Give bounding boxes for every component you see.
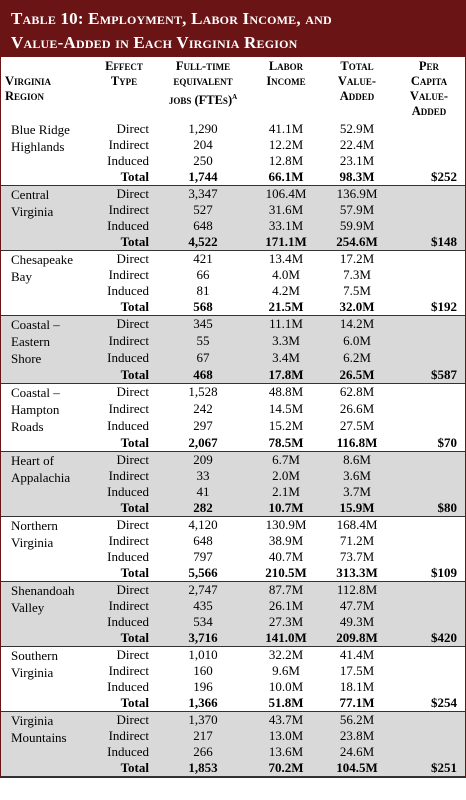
region-name-spacer [1, 367, 93, 384]
per-capita-cell: $252 [393, 169, 465, 186]
fte-cell: 81 [155, 283, 251, 299]
labor-income-cell: 10.7M [251, 500, 321, 517]
fte-cell: 1,290 [155, 121, 251, 137]
effect-type-cell: Total [93, 169, 155, 186]
region-name-spacer [1, 169, 93, 186]
header-labor-income: Labor Income [266, 59, 306, 88]
region-group [1, 121, 465, 186]
effect-type-cell: Direct [93, 384, 155, 402]
effect-type-cell: Total [93, 695, 155, 712]
labor-income-cell: 6.7M [251, 452, 321, 469]
labor-income-cell: 10.0M [251, 679, 321, 695]
table-row [1, 234, 465, 251]
table-row [1, 712, 465, 729]
region-group [1, 316, 465, 384]
labor-income-cell: 12.8M [251, 153, 321, 169]
region-name-spacer [1, 500, 93, 517]
value-added-cell: 62.8M [321, 384, 393, 402]
fte-cell: 297 [155, 418, 251, 435]
labor-income-cell: 87.7M [251, 582, 321, 599]
per-capita-cell [393, 283, 465, 299]
labor-income-cell: 210.5M [251, 565, 321, 582]
per-capita-cell [393, 384, 465, 402]
labor-income-cell: 17.8M [251, 367, 321, 384]
fte-cell: 345 [155, 316, 251, 334]
effect-type-cell: Direct [93, 452, 155, 469]
value-added-cell: 8.6M [321, 452, 393, 469]
value-added-cell: 116.8M [321, 435, 393, 452]
fte-cell: 4,120 [155, 517, 251, 534]
labor-income-cell: 2.0M [251, 468, 321, 484]
labor-income-cell: 2.1M [251, 484, 321, 500]
per-capita-cell [393, 350, 465, 367]
table-title [1, 1, 465, 57]
labor-income-cell: 40.7M [251, 549, 321, 565]
per-capita-cell: $70 [393, 435, 465, 452]
fte-cell: 648 [155, 533, 251, 549]
effect-type-cell: Induced [93, 350, 155, 367]
fte-cell: 2,067 [155, 435, 251, 452]
effect-type-cell: Indirect [93, 728, 155, 744]
effect-type-cell: Indirect [93, 598, 155, 614]
table-title-line1: Table 10: Employment, Labor Income, and [11, 9, 332, 28]
labor-income-cell: 13.4M [251, 251, 321, 268]
fte-cell: 242 [155, 401, 251, 418]
table-row [1, 452, 465, 469]
per-capita-cell [393, 251, 465, 268]
labor-income-cell: 33.1M [251, 218, 321, 234]
effect-type-cell: Direct [93, 712, 155, 729]
data-table [1, 57, 465, 121]
region-name: Coastal – Hampton Roads [1, 384, 93, 436]
value-added-cell: 98.3M [321, 169, 393, 186]
region-group [1, 452, 465, 517]
value-added-cell: 112.8M [321, 582, 393, 599]
fte-cell: 5,566 [155, 565, 251, 582]
per-capita-cell [393, 121, 465, 137]
region-name-spacer [1, 760, 93, 777]
labor-income-cell: 4.2M [251, 283, 321, 299]
fte-cell: 1,528 [155, 384, 251, 402]
labor-income-cell: 171.1M [251, 234, 321, 251]
table-row [1, 316, 465, 334]
fte-cell: 55 [155, 333, 251, 350]
header-region: Virginia Region [5, 74, 52, 103]
labor-income-cell: 11.1M [251, 316, 321, 334]
effect-type-cell: Indirect [93, 333, 155, 350]
table-row [1, 500, 465, 517]
effect-type-cell: Direct [93, 316, 155, 334]
labor-income-cell: 51.8M [251, 695, 321, 712]
region-group [1, 517, 465, 582]
effect-type-cell: Total [93, 760, 155, 777]
table-row [1, 169, 465, 186]
labor-income-cell: 14.5M [251, 401, 321, 418]
per-capita-cell: $80 [393, 500, 465, 517]
value-added-cell: 26.5M [321, 367, 393, 384]
region-name: Central Virginia [1, 186, 93, 235]
per-capita-cell [393, 663, 465, 679]
value-added-cell: 59.9M [321, 218, 393, 234]
value-added-cell: 22.4M [321, 137, 393, 153]
labor-income-cell: 38.9M [251, 533, 321, 549]
region-name: Southern Virginia [1, 647, 93, 696]
fte-cell: 67 [155, 350, 251, 367]
labor-income-cell: 4.0M [251, 267, 321, 283]
fte-cell: 568 [155, 299, 251, 316]
effect-type-cell: Induced [93, 218, 155, 234]
region-name: Virginia Mountains [1, 712, 93, 761]
per-capita-cell [393, 267, 465, 283]
effect-type-cell: Indirect [93, 202, 155, 218]
header-row [1, 57, 465, 121]
table-row [1, 186, 465, 203]
value-added-cell: 27.5M [321, 418, 393, 435]
per-capita-cell: $254 [393, 695, 465, 712]
fte-cell: 421 [155, 251, 251, 268]
per-capita-cell [393, 484, 465, 500]
table-row [1, 647, 465, 664]
per-capita-cell: $251 [393, 760, 465, 777]
value-added-cell: 3.6M [321, 468, 393, 484]
labor-income-cell: 9.6M [251, 663, 321, 679]
per-capita-cell: $192 [393, 299, 465, 316]
per-capita-cell [393, 598, 465, 614]
table-title-line2: Value-Added in Each Virginia Region [11, 33, 298, 52]
fte-cell: 1,853 [155, 760, 251, 777]
value-added-cell: 254.6M [321, 234, 393, 251]
value-added-cell: 168.4M [321, 517, 393, 534]
region-name-spacer [1, 234, 93, 251]
value-added-cell: 313.3M [321, 565, 393, 582]
region-name: Chesapeake Bay [1, 251, 93, 300]
fte-cell: 2,747 [155, 582, 251, 599]
effect-type-cell: Indirect [93, 468, 155, 484]
value-added-cell: 77.1M [321, 695, 393, 712]
value-added-cell: 52.9M [321, 121, 393, 137]
fte-cell: 534 [155, 614, 251, 630]
effect-type-cell: Direct [93, 582, 155, 599]
region-name-spacer [1, 435, 93, 452]
region-group [1, 712, 465, 777]
fte-cell: 3,716 [155, 630, 251, 647]
effect-type-cell: Direct [93, 251, 155, 268]
per-capita-cell [393, 744, 465, 760]
table-row [1, 630, 465, 647]
value-added-cell: 104.5M [321, 760, 393, 777]
value-added-cell: 26.6M [321, 401, 393, 418]
per-capita-cell: $148 [393, 234, 465, 251]
effect-type-cell: Total [93, 565, 155, 582]
effect-type-cell: Indirect [93, 533, 155, 549]
labor-income-cell: 13.0M [251, 728, 321, 744]
table-row [1, 517, 465, 534]
per-capita-cell [393, 401, 465, 418]
effect-type-cell: Induced [93, 549, 155, 565]
value-added-cell: 23.8M [321, 728, 393, 744]
per-capita-cell: $587 [393, 367, 465, 384]
fte-cell: 1,366 [155, 695, 251, 712]
labor-income-cell: 70.2M [251, 760, 321, 777]
per-capita-cell [393, 452, 465, 469]
table-row [1, 121, 465, 137]
region-name-spacer [1, 299, 93, 316]
value-added-cell: 15.9M [321, 500, 393, 517]
labor-income-cell: 130.9M [251, 517, 321, 534]
table-row [1, 299, 465, 316]
labor-income-cell: 78.5M [251, 435, 321, 452]
labor-income-cell: 31.6M [251, 202, 321, 218]
per-capita-cell [393, 728, 465, 744]
effect-type-cell: Total [93, 500, 155, 517]
labor-income-cell: 3.3M [251, 333, 321, 350]
value-added-cell: 47.7M [321, 598, 393, 614]
per-capita-cell [393, 316, 465, 334]
value-added-cell: 71.2M [321, 533, 393, 549]
data-table-body [1, 121, 465, 777]
effect-type-cell: Indirect [93, 267, 155, 283]
region-group [1, 186, 465, 251]
labor-income-cell: 41.1M [251, 121, 321, 137]
effect-type-cell: Induced [93, 153, 155, 169]
labor-income-cell: 27.3M [251, 614, 321, 630]
effect-type-cell: Induced [93, 418, 155, 435]
value-added-cell: 136.9M [321, 186, 393, 203]
region-group [1, 384, 465, 452]
effect-type-cell: Direct [93, 647, 155, 664]
per-capita-cell [393, 333, 465, 350]
value-added-cell: 14.2M [321, 316, 393, 334]
value-added-cell: 73.7M [321, 549, 393, 565]
fte-cell: 1,370 [155, 712, 251, 729]
fte-cell: 204 [155, 137, 251, 153]
fte-cell: 196 [155, 679, 251, 695]
effect-type-cell: Total [93, 299, 155, 316]
table-row [1, 367, 465, 384]
value-added-cell: 17.5M [321, 663, 393, 679]
value-added-cell: 23.1M [321, 153, 393, 169]
fte-cell: 266 [155, 744, 251, 760]
effect-type-cell: Total [93, 367, 155, 384]
labor-income-cell: 21.5M [251, 299, 321, 316]
table-row [1, 695, 465, 712]
per-capita-cell [393, 218, 465, 234]
value-added-cell: 41.4M [321, 647, 393, 664]
labor-income-cell: 3.4M [251, 350, 321, 367]
value-added-cell: 209.8M [321, 630, 393, 647]
value-added-cell: 7.3M [321, 267, 393, 283]
region-name-spacer [1, 630, 93, 647]
fte-cell: 33 [155, 468, 251, 484]
value-added-cell: 17.2M [321, 251, 393, 268]
table-row [1, 565, 465, 582]
value-added-cell: 32.0M [321, 299, 393, 316]
region-name: Coastal – Eastern Shore [1, 316, 93, 368]
per-capita-cell [393, 549, 465, 565]
labor-income-cell: 106.4M [251, 186, 321, 203]
effect-type-cell: Direct [93, 121, 155, 137]
header-fte: Full-time equivalent jobs (FTEs)$^a$ [168, 59, 238, 108]
table-row [1, 251, 465, 268]
fte-cell: 1,744 [155, 169, 251, 186]
value-added-cell: 18.1M [321, 679, 393, 695]
value-added-cell: 49.3M [321, 614, 393, 630]
region-group [1, 251, 465, 316]
effect-type-cell: Total [93, 435, 155, 452]
region-group [1, 647, 465, 712]
value-added-cell: 6.2M [321, 350, 393, 367]
fte-cell: 468 [155, 367, 251, 384]
value-added-cell: 7.5M [321, 283, 393, 299]
labor-income-cell: 15.2M [251, 418, 321, 435]
table-row [1, 384, 465, 402]
fte-cell: 160 [155, 663, 251, 679]
effect-type-cell: Indirect [93, 663, 155, 679]
per-capita-cell [393, 202, 465, 218]
region-name: Heart of Appalachia [1, 452, 93, 501]
labor-income-cell: 66.1M [251, 169, 321, 186]
effect-type-cell: Induced [93, 744, 155, 760]
labor-income-cell: 141.0M [251, 630, 321, 647]
value-added-cell: 57.9M [321, 202, 393, 218]
table-row [1, 760, 465, 777]
value-added-cell: 56.2M [321, 712, 393, 729]
header-effect-type: Effect Type [105, 59, 143, 88]
region-name: Northern Virginia [1, 517, 93, 566]
fte-cell: 527 [155, 202, 251, 218]
per-capita-cell [393, 533, 465, 549]
labor-income-cell: 12.2M [251, 137, 321, 153]
per-capita-cell [393, 647, 465, 664]
per-capita-cell [393, 186, 465, 203]
effect-type-cell: Total [93, 234, 155, 251]
fte-cell: 282 [155, 500, 251, 517]
effect-type-cell: Direct [93, 186, 155, 203]
region-group [1, 582, 465, 647]
effect-type-cell: Indirect [93, 401, 155, 418]
fte-cell: 435 [155, 598, 251, 614]
region-name: Blue Ridge Highlands [1, 121, 93, 169]
fte-cell: 4,522 [155, 234, 251, 251]
effect-type-cell: Direct [93, 517, 155, 534]
per-capita-cell [393, 614, 465, 630]
header-total-value-added: Total Value- Added [337, 59, 377, 103]
per-capita-cell: $109 [393, 565, 465, 582]
region-name-spacer [1, 695, 93, 712]
labor-income-cell: 13.6M [251, 744, 321, 760]
table-row [1, 435, 465, 452]
region-name-spacer [1, 565, 93, 582]
region-name: Shenandoah Valley [1, 582, 93, 631]
effect-type-cell: Indirect [93, 137, 155, 153]
per-capita-cell [393, 468, 465, 484]
effect-type-cell: Total [93, 630, 155, 647]
fte-cell: 66 [155, 267, 251, 283]
fte-cell: 1,010 [155, 647, 251, 664]
labor-income-cell: 32.2M [251, 647, 321, 664]
labor-income-cell: 43.7M [251, 712, 321, 729]
effect-type-cell: Induced [93, 614, 155, 630]
per-capita-cell [393, 517, 465, 534]
per-capita-cell [393, 418, 465, 435]
fte-cell: 217 [155, 728, 251, 744]
per-capita-cell: $420 [393, 630, 465, 647]
value-added-cell: 6.0M [321, 333, 393, 350]
table-row [1, 582, 465, 599]
fte-cell: 648 [155, 218, 251, 234]
effect-type-cell: Induced [93, 484, 155, 500]
fte-cell: 209 [155, 452, 251, 469]
fte-cell: 797 [155, 549, 251, 565]
effect-type-cell: Induced [93, 679, 155, 695]
fte-cell: 250 [155, 153, 251, 169]
fte-cell: 3,347 [155, 186, 251, 203]
value-added-cell: 3.7M [321, 484, 393, 500]
labor-income-cell: 26.1M [251, 598, 321, 614]
header-per-capita: Per Capita Value- Added [409, 59, 449, 118]
effect-type-cell: Induced [93, 283, 155, 299]
labor-income-cell: 48.8M [251, 384, 321, 402]
per-capita-cell [393, 153, 465, 169]
per-capita-cell [393, 137, 465, 153]
per-capita-cell [393, 679, 465, 695]
per-capita-cell [393, 582, 465, 599]
value-added-cell: 24.6M [321, 744, 393, 760]
fte-cell: 41 [155, 484, 251, 500]
per-capita-cell [393, 712, 465, 729]
